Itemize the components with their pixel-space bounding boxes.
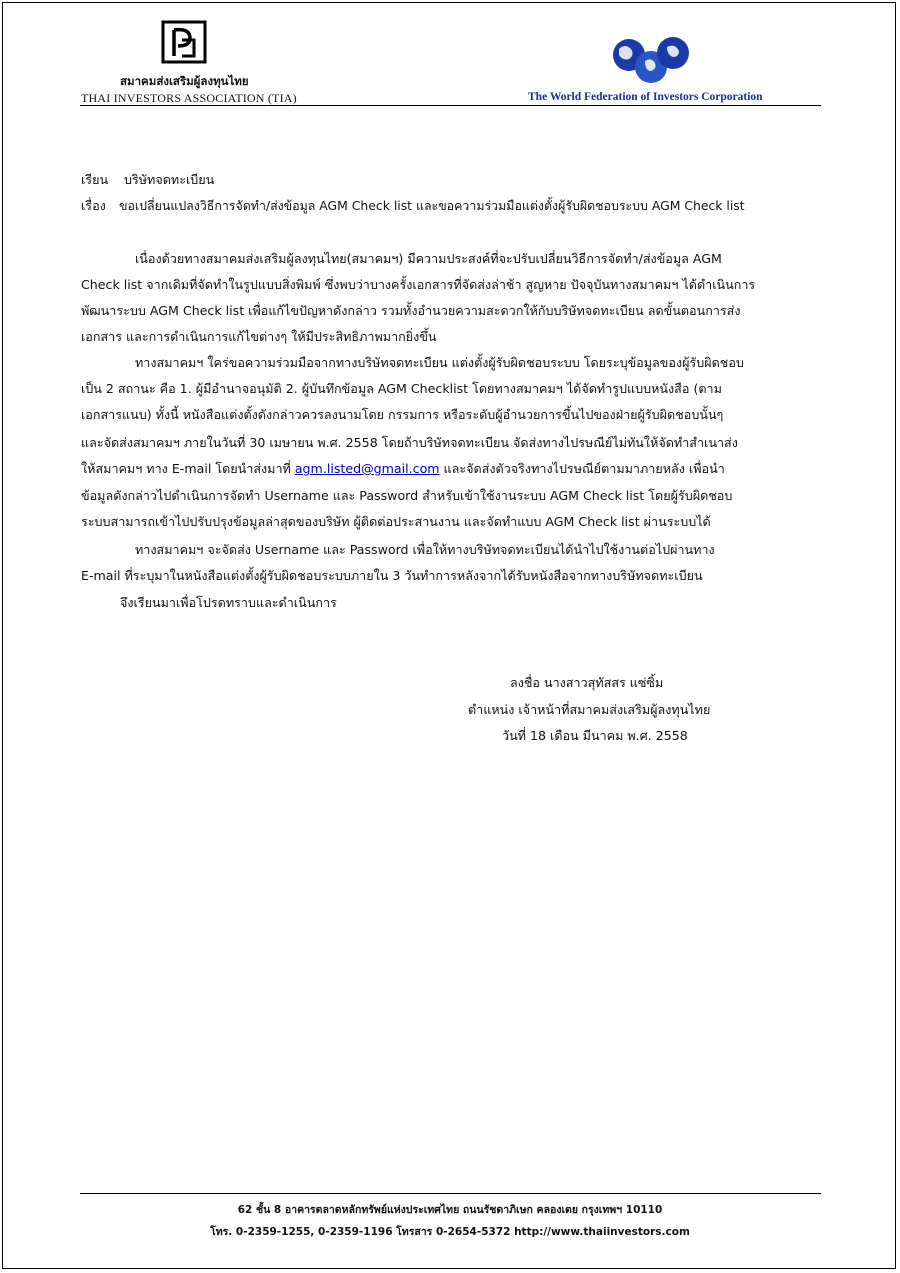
signature-name: ลงชื่อ นางสาวสุทัสสร แซ่ซิ้ม <box>510 675 664 690</box>
wfic-globe-logo-icon <box>605 33 697 91</box>
paragraph-2-line: เอกสารแนบ) ทั้งนี้ หนังสือแต่งตั้งดังกล่าวควรลงนามโดย กรรมการ หรือระดับผู้อำนวยการขึ้นไปของฝ่ายผู้รับผิดชอบนั้นๆ <box>81 407 724 422</box>
subject-value: ขอเปลี่ยนแปลงวิธีการจัดทำ/ส่งข้อมูล AGM Check list และขอความร่วมมือแต่งตั้งผู้รับผิดชอบระบบ AGM Check list <box>119 198 745 213</box>
signature-date: วันที่ 18 เดือน มีนาคม พ.ศ. 2558 <box>502 728 688 743</box>
paragraph-1-line: เนื่องด้วยทางสมาคมส่งเสริมผู้ลงทุนไทย(สมาคมฯ) มีความประสงค์ที่จะปรับเปลี่ยนวิธีการจัดทำ/ส่งข้อมูล AGM <box>135 251 722 266</box>
paragraph-2-line: ทางสมาคมฯ ใคร่ขอความร่วมมือจากทางบริษัทจดทะเบียน แต่งตั้งผู้รับผิดชอบระบบ โดยระบุข้อมูลของผู้รับผิดชอบ <box>135 355 744 370</box>
footer-divider <box>80 1193 821 1194</box>
wfic-name: The World Federation of Investors Corporation <box>528 91 763 103</box>
footer-address: 62 ชั้น 8 อาคารตลาดหลักทรัพย์แห่งประเทศไทย ถนนรัชดาภิเษก คลองเตย กรุงเทพฯ 10110 <box>237 1204 663 1216</box>
paragraph-1-line: เอกสาร และการดำเนินการแก้ไขต่างๆ ให้มีประสิทธิภาพมากยิ่งขึ้น <box>81 329 437 344</box>
footer-contact: โทร. 0-2359-1255, 0-2359-1196 โทรสาร 0-2654-5372 http://www.thaiinvestors.com <box>210 1226 690 1238</box>
closing-line: จึงเรียนมาเพื่อโปรดทราบและดำเนินการ <box>120 595 337 610</box>
signature-position: ตำแหน่ง เจ้าหน้าที่สมาคมส่งเสริมผู้ลงทุนไทย <box>468 702 711 717</box>
paragraph-1-line: Check list จากเดิมที่จัดทำในรูปแบบสิ่งพิมพ์ ซึ่งพบว่าบางครั้งเอกสารที่จัดส่งล่าช้า สูญหาย ปัจจุบันทางสมาคมฯ ได้ดำเนินการ <box>81 277 756 292</box>
to-label: เรียน <box>81 172 109 187</box>
email-line-prefix: ให้สมาคมฯ ทาง E-mail โดยนำส่งมาที่ <box>81 461 295 476</box>
tia-name-english: THAI INVESTORS ASSOCIATION (TIA) <box>81 91 297 105</box>
header-divider <box>80 105 821 106</box>
paragraph-3-line: E-mail ที่ระบุมาในหนังสือแต่งตั้งผู้รับผิดชอบระบบภายใน 3 วันทำการหลังจากได้รับหนังสือจากทางบริษัทจดทะเบียน <box>81 568 703 583</box>
to-value: บริษัทจดทะเบียน <box>124 172 215 187</box>
paragraph-3-line: ทางสมาคมฯ จะจัดส่ง Username และ Password เพื่อให้ทางบริษัทจดทะเบียนได้นำไปใช้งานต่อไปผ่านทาง <box>135 542 715 557</box>
paragraph-2-line: ข้อมูลดังกล่าวไปดำเนินการจัดทำ Username และ Password สำหรับเข้าใช้งานระบบ AGM Check list โดยผู้รับผิดชอบ <box>81 488 733 503</box>
tia-name-thai: สมาคมส่งเสริมผู้ลงทุนไทย <box>120 74 249 88</box>
email-link[interactable]: agm.listed@gmail.com <box>294 461 440 476</box>
subject-label: เรื่อง <box>81 198 106 213</box>
paragraph-2-line: และจัดส่งสมาคมฯ ภายในวันที่ 30 เมษายน พ.ศ. 2558 โดยถ้าบริษัทจดทะเบียน จัดส่งทางไปรษณีย์ไม่ทันให้จัดทำสำเนาส่ง <box>81 435 738 450</box>
paragraph-2-email-line <box>81 463 725 476</box>
paragraph-1-line: พัฒนาระบบ AGM Check list เพื่อแก้ไขปัญหาดังกล่าว รวมทั้งอำนวยความสะดวกให้กับบริษัทจดทะเบียน ลดขั้นตอนการส่ง <box>81 303 741 318</box>
page-border <box>2 2 896 1269</box>
tia-logo-icon <box>160 20 208 66</box>
paragraph-2-line: เป็น 2 สถานะ คือ 1. ผู้มีอำนาจอนุมัติ 2. ผู้บันทึกข้อมูล AGM Checklist โดยทางสมาคมฯ ได้จัดทำรูปแบบหนังสือ (ตาม <box>81 381 722 396</box>
email-line-suffix: และจัดส่งตัวจริงทางไปรษณีย์ตามมาภายหลัง เพื่อนำ <box>439 461 725 476</box>
paragraph-2-line: ระบบสามารถเข้าไปปรับปรุงข้อมูลล่าสุดของบริษัท ผู้ติดต่อประสานงาน และจัดทำแบบ AGM Check list ผ่านระบบได้ <box>81 514 711 529</box>
